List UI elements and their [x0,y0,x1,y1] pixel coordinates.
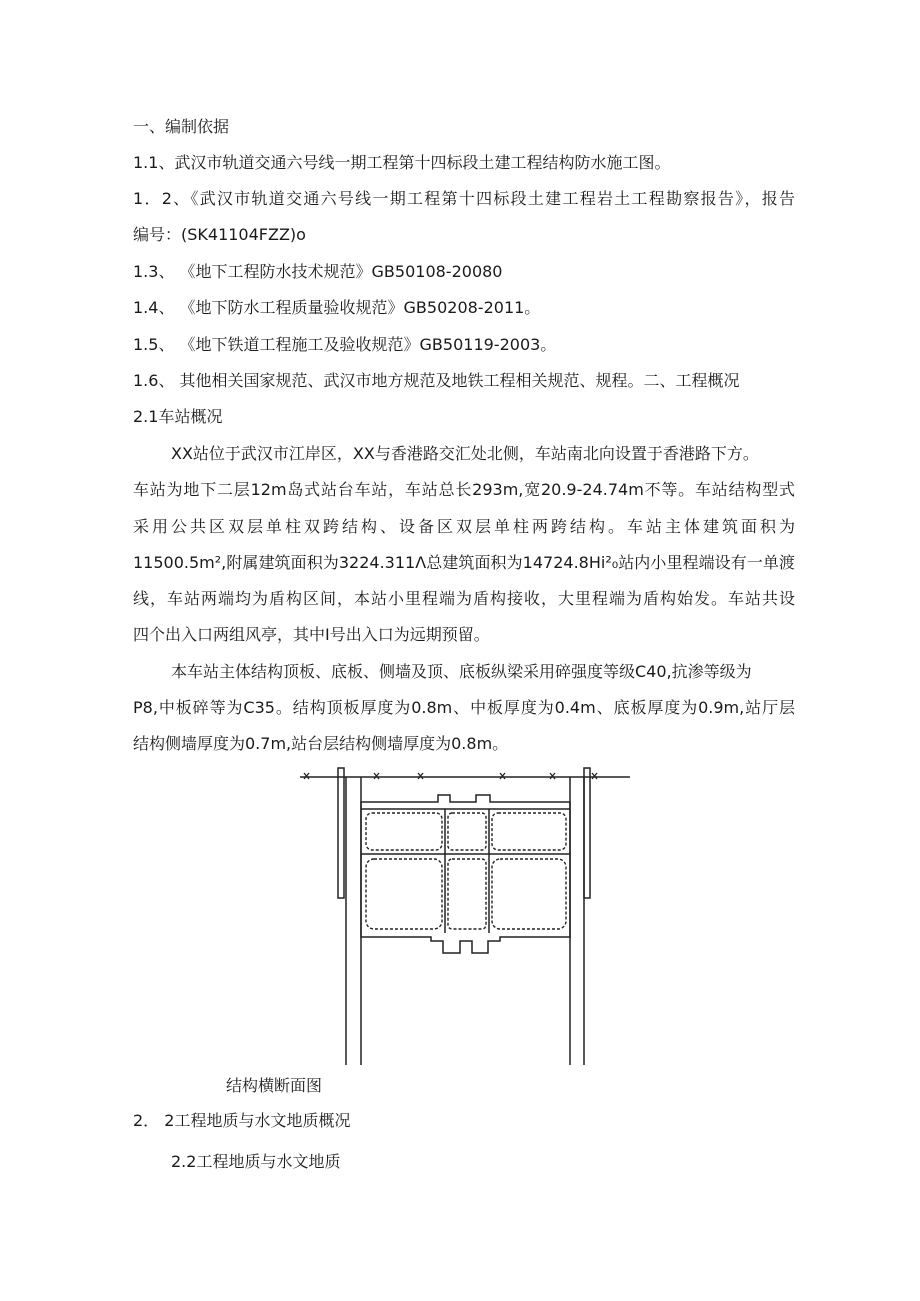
lower-left-cell [366,859,442,929]
para1-line-6: 四个出入口两组风亭，其中Ⅰ号出入口为远期预留。 [133,625,490,644]
para2-line-2: P8,中板碎等为C35。结构顶板厚度为0.8m、中板厚度为0.4m、底板厚度为0.9m,站厅层 [133,698,795,717]
heading-2-1: 2.1车站概况 [133,407,223,426]
basis-item-1-4: 1.4、 《地下防水工程质量验收规范》GB50208-2011。 [133,298,541,317]
para1-line-1: XX站位于武汉市江岸区，XX与香港路交汇处北侧，车站南北向设置于香港路下方。 [171,444,759,463]
heading-1: 一、编制依据 [133,117,230,136]
upper-middle-cell [448,813,486,850]
basis-item-1-2: 1．2、《武汉市轨道交通六号线一期工程第十四标段土建工程岩土工程勘察报告》，报告 [133,189,795,208]
para2-line-1: 本车站主体结构顶板、底板、侧墙及顶、底板纵梁采用碎强度等级C40,抗渗等级为 [171,662,752,681]
basis-item-1-5: 1.5、 《地下铁道工程施工及验收规范》GB50119-2003。 [133,335,557,354]
basis-item-1-6: 1.6、 其他相关国家规范、武汉市地方规范及地铁工程相关规范、规程。二、工程概况 [133,371,740,390]
upper-left-cell [366,813,442,850]
lower-middle-cell [448,859,486,929]
figure-caption: 结构横断面图 [226,1076,323,1095]
para1-line-5: 线，车站两端均为盾构区间，本站小里程端为盾构接收，大里程端为盾构始发。车站共设 [133,589,795,608]
heading-2-2: 2． 2工程地质与水文地质概况 [133,1111,351,1130]
para1-line-3: 采用公共区双层单柱双跨结构、设备区双层单柱两跨结构。车站主体建筑面积为 [133,517,795,536]
structure-cross-section-figure [300,765,630,1075]
basis-item-1-3: 1.3、 《地下工程防水技术规范》GB50108-20080 [133,262,503,281]
subheading-2-2: 2.2工程地质与水文地质 [171,1152,341,1171]
right-retaining-pile [584,768,590,898]
basis-item-1-2-cont: 编号：(SK41104FZZ)o [133,225,306,244]
para1-line-4: 11500.5m²,附属建筑面积为3224.311Λ总建筑面积为14724.8Hi²₀站内小里程端设有一单渡 [133,553,795,572]
ground-marks [304,773,597,779]
para2-line-3: 结构侧墙厚度为0.7m,站台层结构侧墙厚度为0.8m。 [133,734,509,753]
left-retaining-pile [338,768,344,898]
upper-right-cell [492,813,566,850]
basis-item-1-1: 1.1、武汉市轨道交通六号线一期工程第十四标段土建工程结构防水施工图。 [133,153,671,172]
para1-line-2: 车站为地下二层12m岛式站台车站，车站总长293m,宽20.9-24.74m不等。车站结构型式 [133,480,795,499]
lower-right-cell [492,859,566,929]
